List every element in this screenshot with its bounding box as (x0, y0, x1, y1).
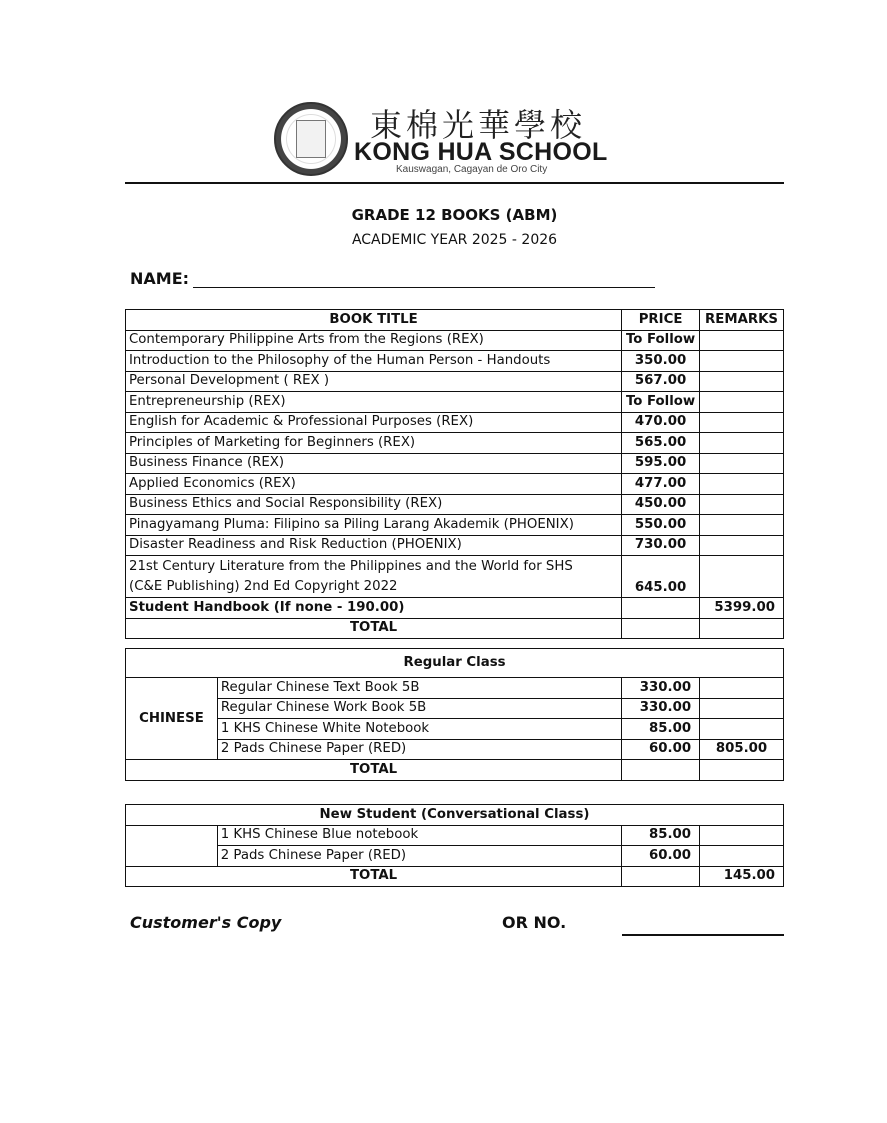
book-remarks (700, 351, 784, 372)
book-price: To Follow (622, 392, 700, 413)
document-subtitle: ACADEMIC YEAR 2025 - 2026 (351, 232, 558, 248)
book-title: Business Ethics and Social Responsibility (REX) (126, 494, 622, 515)
or-number-blank-line[interactable] (622, 934, 784, 936)
group-label (126, 825, 218, 866)
table-row (126, 392, 784, 413)
item-remarks (700, 719, 784, 740)
table-row (126, 698, 784, 719)
book-remarks (700, 535, 784, 556)
item-remarks (700, 825, 784, 846)
total-price (622, 618, 700, 639)
group-label: CHINESE (126, 678, 218, 760)
book-title-line: (C&E Publishing) 2nd Ed Copyright 2022 (129, 578, 398, 594)
table-row (126, 474, 784, 495)
item-price: 85.00 (622, 719, 700, 740)
item-name: 2 Pads Chinese Paper (RED) (217, 739, 621, 760)
customers-copy-label: Customer's Copy (130, 913, 282, 932)
table-row (126, 739, 784, 760)
item-remarks (700, 846, 784, 867)
book-remarks (700, 412, 784, 433)
item-price: 330.00 (622, 678, 700, 699)
header-book-title: BOOK TITLE (126, 310, 622, 331)
book-title: Disaster Readiness and Risk Reduction (PHOENIX) (126, 535, 622, 556)
book-price: 730.00 (622, 535, 700, 556)
book-title: Business Finance (REX) (126, 453, 622, 474)
section-heading: Regular Class (126, 649, 784, 678)
school-name-chinese: 東棉光華學校 (370, 106, 587, 144)
section-header-row (126, 649, 784, 678)
book-remarks (700, 556, 784, 598)
name-label: NAME: (130, 269, 190, 288)
total-label: TOTAL (126, 760, 622, 781)
book-price: 595.00 (622, 453, 700, 474)
book-remarks (700, 494, 784, 515)
section-heading: New Student (Conversational Class) (126, 805, 784, 826)
book-remarks (700, 330, 784, 351)
table-row (126, 433, 784, 454)
item-name: 2 Pads Chinese Paper (RED) (217, 846, 621, 867)
name-blank-line[interactable] (193, 274, 655, 288)
school-name: KONG HUA SCHOOL (354, 138, 608, 166)
book-price: 450.00 (622, 494, 700, 515)
book-remarks (700, 453, 784, 474)
book-remarks (700, 433, 784, 454)
book-title: Introduction to the Philosophy of the Human Person - Handouts (126, 351, 622, 372)
total-row (126, 618, 784, 639)
item-price: 60.00 (622, 846, 700, 867)
book-remarks (700, 515, 784, 536)
school-address: Kauswagan, Cagayan de Oro City (396, 164, 548, 175)
item-price: 60.00 (622, 739, 700, 760)
table-row (126, 453, 784, 474)
header-remarks: REMARKS (700, 310, 784, 331)
book-title: Pinagyamang Pluma: Filipino sa Piling Larang Akademik (PHOENIX) (126, 515, 622, 536)
book-price: 350.00 (622, 351, 700, 372)
book-remarks (700, 371, 784, 392)
table-row (126, 330, 784, 351)
book-title (126, 556, 622, 598)
item-remarks (700, 698, 784, 719)
books-table (125, 309, 784, 639)
table-row (126, 846, 784, 867)
item-name: Regular Chinese Work Book 5B (217, 698, 621, 719)
handbook-title: Student Handbook (If none - 190.00) (126, 598, 622, 619)
total-price (622, 866, 700, 887)
document-title: GRADE 12 BOOKS (ABM) (351, 206, 558, 224)
handbook-row (126, 598, 784, 619)
lighthouse-icon (296, 120, 326, 158)
table-row (126, 515, 784, 536)
book-price: 645.00 (622, 556, 700, 598)
item-price: 85.00 (622, 825, 700, 846)
header-price: PRICE (622, 310, 700, 331)
book-title-line: 21st Century Literature from the Philippines and the World for SHS (129, 558, 573, 574)
item-price: 330.00 (622, 698, 700, 719)
or-number-label: OR NO. (502, 913, 567, 932)
table-row (126, 825, 784, 846)
table-row (126, 412, 784, 433)
book-price: To Follow (622, 330, 700, 351)
book-price: 477.00 (622, 474, 700, 495)
table-row (126, 719, 784, 740)
total-label: TOTAL (126, 618, 622, 639)
table-row (126, 371, 784, 392)
regular-subtotal: 805.00 (700, 739, 784, 760)
total-price (622, 760, 700, 781)
total-row (126, 760, 784, 781)
table-row (126, 494, 784, 515)
new-student-table (125, 804, 784, 887)
book-remarks (700, 392, 784, 413)
table-row (126, 351, 784, 372)
book-title: Contemporary Philippine Arts from the Regions (REX) (126, 330, 622, 351)
table-row (126, 678, 784, 699)
total-remarks (700, 618, 784, 639)
book-title: Applied Economics (REX) (126, 474, 622, 495)
book-title: Principles of Marketing for Beginners (REX) (126, 433, 622, 454)
item-name: Regular Chinese Text Book 5B (217, 678, 621, 699)
table-header-row (126, 310, 784, 331)
handbook-price (622, 598, 700, 619)
book-title: Entrepreneurship (REX) (126, 392, 622, 413)
book-price: 470.00 (622, 412, 700, 433)
book-price: 550.00 (622, 515, 700, 536)
book-remarks (700, 474, 784, 495)
new-student-total: 145.00 (700, 866, 784, 887)
book-price: 567.00 (622, 371, 700, 392)
regular-class-table (125, 648, 784, 781)
book-price: 565.00 (622, 433, 700, 454)
table-row (126, 535, 784, 556)
book-title: Personal Development ( REX ) (126, 371, 622, 392)
name-field (130, 269, 655, 288)
book-title: English for Academic & Professional Purposes (REX) (126, 412, 622, 433)
total-label: TOTAL (126, 866, 622, 887)
school-seal-icon (274, 102, 348, 176)
total-row (126, 866, 784, 887)
books-subtotal: 5399.00 (700, 598, 784, 619)
item-remarks (700, 678, 784, 699)
item-name: 1 KHS Chinese White Notebook (217, 719, 621, 740)
item-name: 1 KHS Chinese Blue notebook (217, 825, 621, 846)
header-divider (125, 182, 784, 184)
total-remarks (700, 760, 784, 781)
letterhead (270, 100, 630, 180)
section-header-row (126, 805, 784, 826)
table-row (126, 556, 784, 598)
